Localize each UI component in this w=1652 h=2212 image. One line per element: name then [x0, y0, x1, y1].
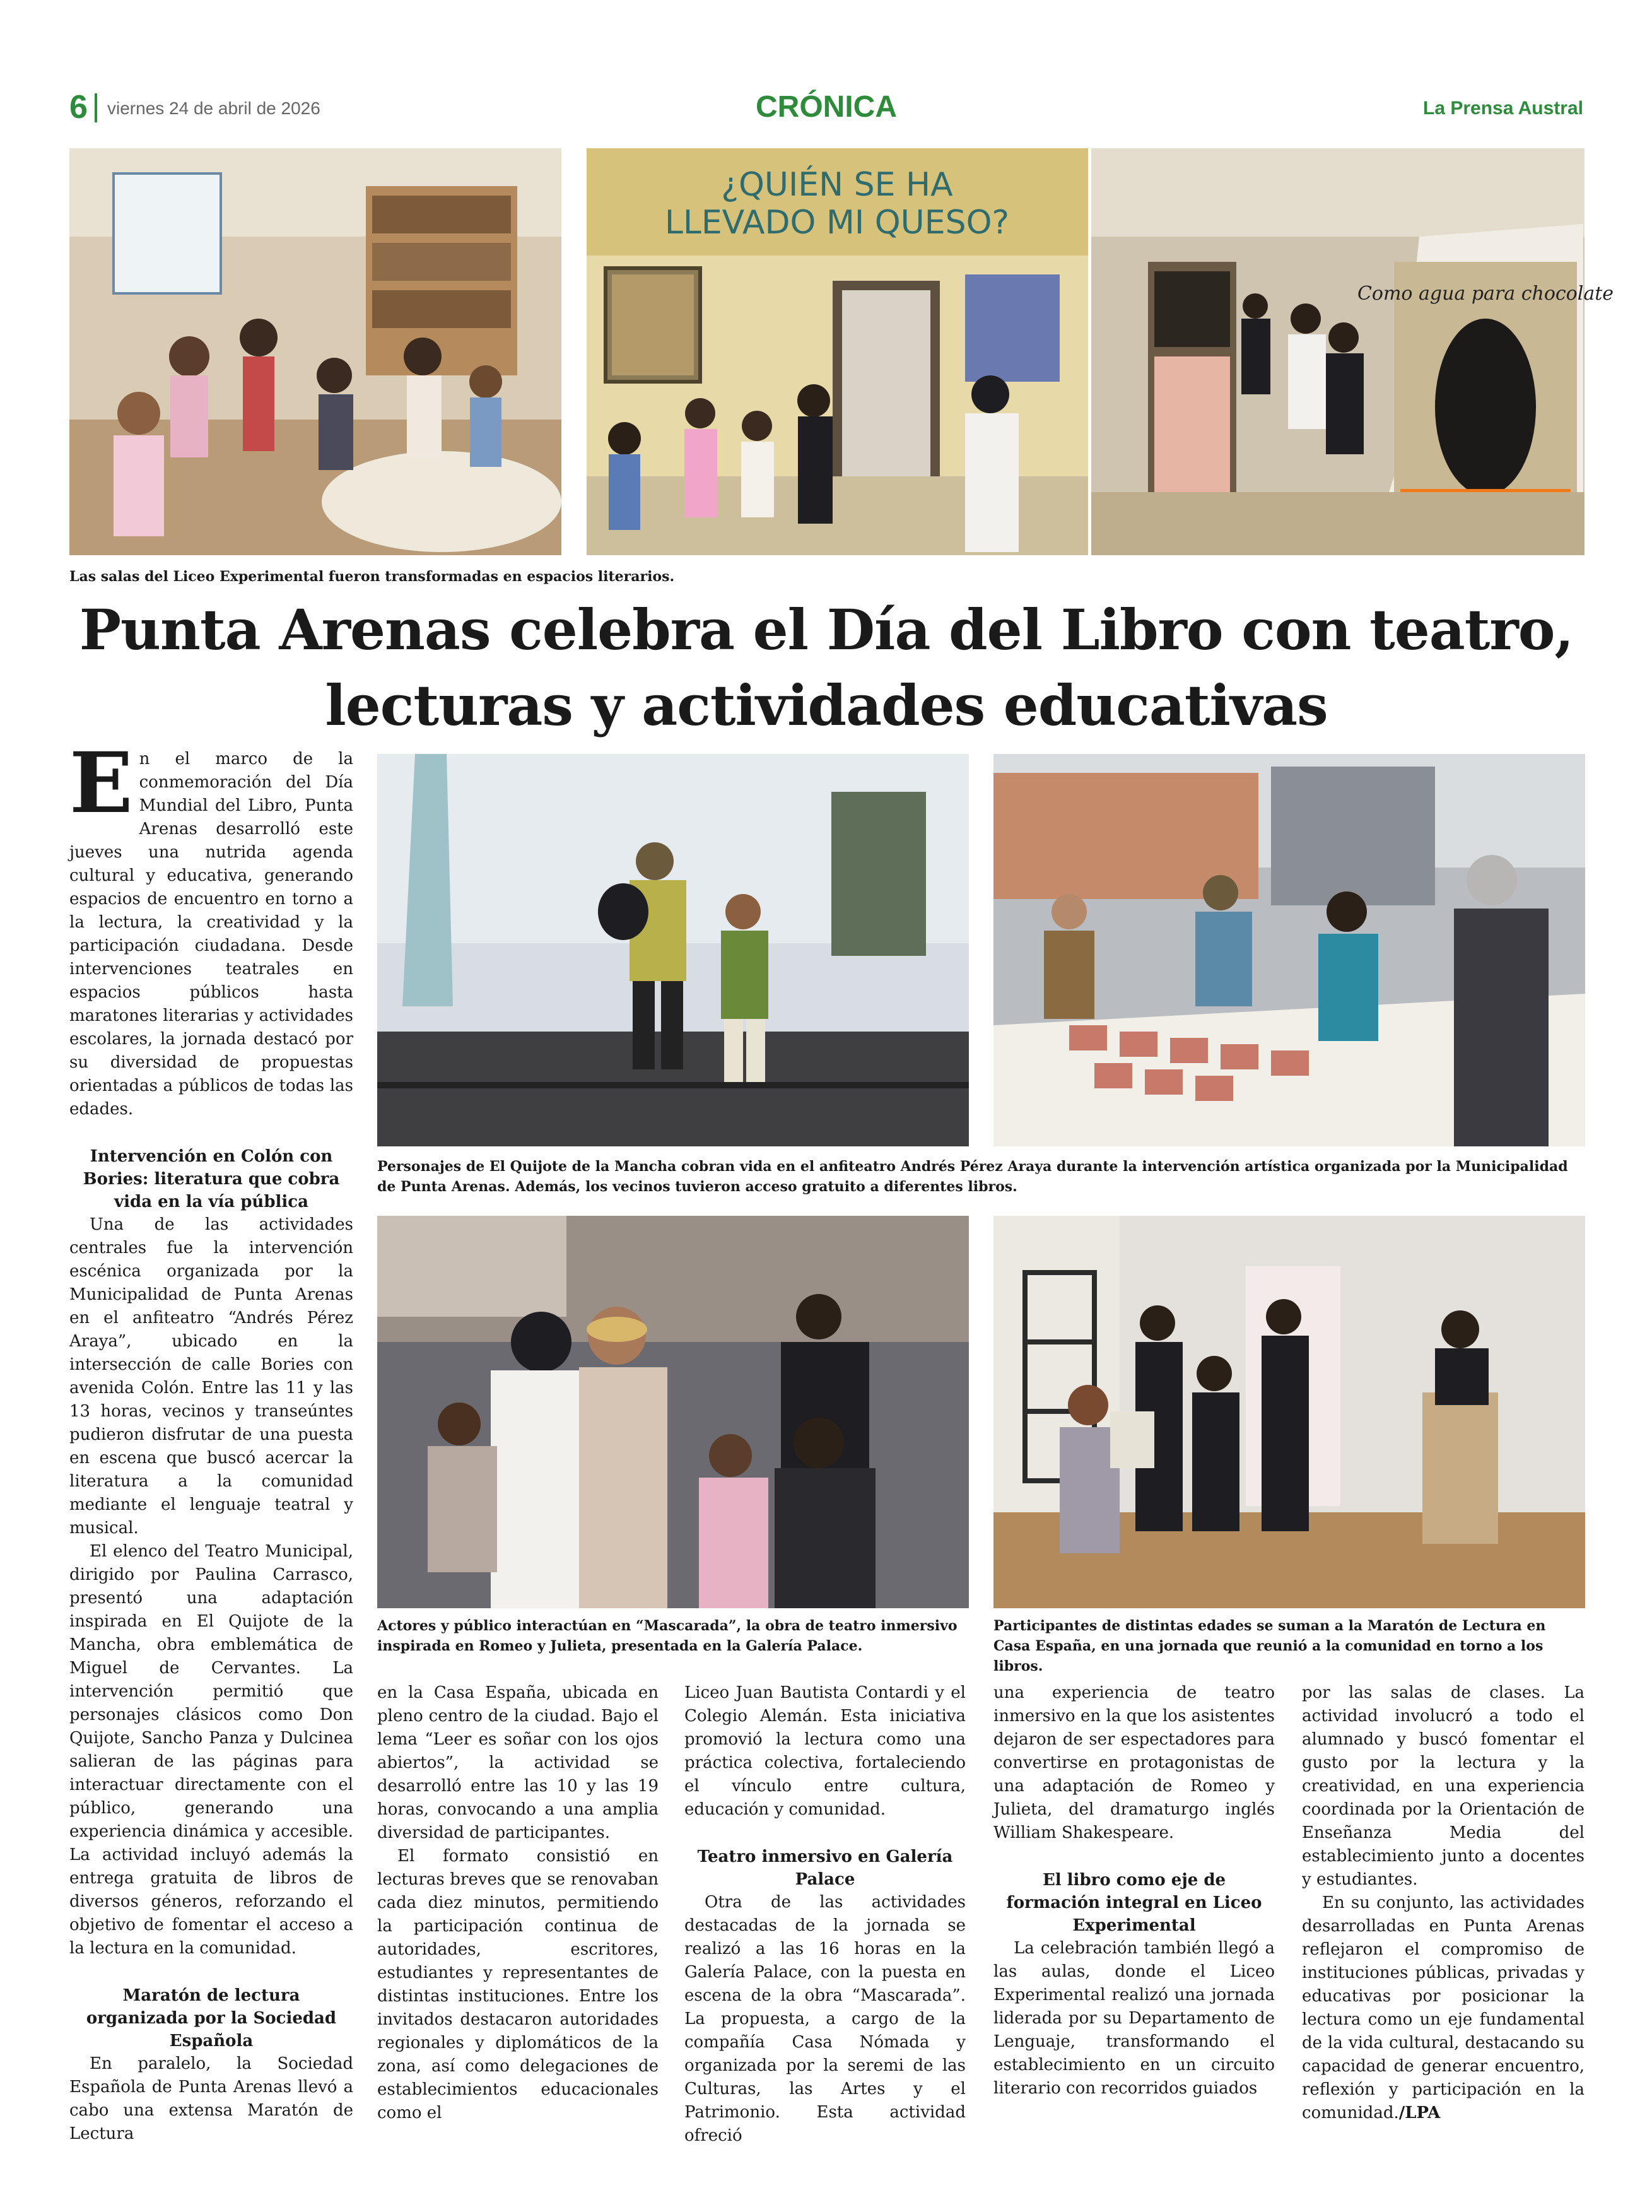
- section-title: CRÓNICA: [756, 90, 897, 124]
- paragraph-maraton-format: El formato consistió en lecturas breves que se renovaban cada diez minutos, permitiendo la participación continua de autoridades, escritores, estudiantes y representantes de distintas instituciones. Entre los invitados destacaron autoridades regionales y diplomáticos de la zona, así como delegaciones de establecimientos educacionales como el: [377, 1847, 659, 2122]
- photo-quixote-performance: [377, 754, 969, 1146]
- paragraph-liceo-experimental: La celebración también llegó a las aulas, donde el Liceo Experimental realizó una jornada liderada por su Departamento de Lenguaje, transformando el establecimiento en un circuito literario con recorridos guiados: [993, 1939, 1275, 2098]
- dropcap-letter: E: [69, 734, 133, 832]
- publication-name: La Prensa Austral: [1423, 98, 1583, 119]
- photo-maraton-lectura: [993, 1216, 1585, 1608]
- paragraph-conclusion: [1302, 1891, 1585, 2125]
- photo-book-table: [993, 754, 1585, 1146]
- article-column-3: [684, 1681, 966, 2145]
- subhead-maraton: Maratón de lectura organizada por la Sociedad Española: [86, 1986, 337, 2050]
- article-column-1: [69, 734, 353, 2143]
- paragraph-teatro-inmersivo: Otra de las actividades destacadas de la jornada se realizó a las 16 horas en la Galería Palace, con la puesta en escena de la obra “Mascarada”. La propuesta, a cargo de la compañía Casa Nómada y organizada por la seremi de las Culturas, las Artes y el Patrimonio. Esta actividad ofreció: [684, 1893, 966, 2145]
- conclusion-text: En su conjunto, las actividades desarrolladas en Punta Arenas reflejaron el compromiso de instituciones públicas, privadas y educativas por posicionar la lectura como un eje fundamental de la vida cultural, destacando su capacidad de generar encuentro, reflexión y participación en la comunidad.: [1302, 1893, 1585, 2122]
- subhead-colon-bories: Intervención en Colón con Bories: literatura que cobra vida en la vía pública: [83, 1147, 340, 1211]
- subhead-liceo-experimental: El libro como eje de formación integral en Liceo Experimental: [1006, 1871, 1262, 1935]
- article-lead: [69, 734, 353, 1121]
- quixote-photo-caption: Personajes de El Quijote de la Mancha cobran vida en el anfiteatro Andrés Pérez Araya durante la intervención artística organizada por la Municipalidad de Punta Arenas. Además, los vecinos tuvieron acceso gratuito a diferentes libros.: [377, 1158, 1568, 1195]
- paragraph-maraton-start: En paralelo, la Sociedad Española de Punta Arenas llevó a cabo una extensa Maratón de Lectura: [69, 2054, 353, 2143]
- page-header: [69, 88, 1583, 126]
- article-column-2: [377, 1681, 659, 2122]
- photo-classroom-children: [69, 148, 561, 555]
- mascarada-photo-caption: Actores y público interactúan en “Mascarada”, la obra de teatro inmersivo inspirada en Romeo y Julieta, presentada en la Galería Palace.: [377, 1618, 958, 1654]
- door-sign-text: Como agua para chocolate: [1357, 283, 1614, 305]
- paragraph-maraton-end: Liceo Juan Bautista Contardi y el Colegio Alemán. Esta iniciativa promovió la lectura como una práctica colectiva, fortaleciendo el vínculo entre cultura, educación y comunidad.: [684, 1683, 966, 1819]
- page-date: viernes 24 de abril de 2026: [107, 98, 320, 118]
- paragraph-colon-bories-1: Una de las actividades centrales fue la intervención escénica organizada por la Municipalidad de Punta Arenas en el anfiteatro “Andrés Pérez Araya”, ubicado en la intersección de calle Bories con avenida Colón. Entre las 11 y las 13 horas, vecinos y transeúntes pudieron disfrutar de una puesta en escena que buscó acercar la literatura a la comunidad mediante el lenguaje teatral y musical.: [69, 1215, 353, 1538]
- maraton-photo-caption: Participantes de distintas edades se suman a la Maratón de Lectura en Casa España, en una jornada que reunió a la comunidad en torno a los libros.: [993, 1618, 1546, 1674]
- cheese-sign-text-top: ¿QUIÉN SE HA: [721, 166, 953, 204]
- paragraph-teatro-cont: una experiencia de teatro inmersivo en la que los asistentes dejaron de ser espectadores para convertirse en protagonistas de una adaptación de Romeo y Julieta, del dramaturgo inglés William Shakespeare.: [993, 1683, 1275, 1842]
- top-photos-caption: Las salas del Liceo Experimental fueron transformadas en espacios literarios.: [69, 568, 675, 585]
- paragraph-colon-bories-2: El elenco del Teatro Municipal, dirigido por Paulina Carrasco, presentó una adaptación inspirada en El Quijote de la Mancha, obra emblemática de Miguel de Cervantes. La intervención permitió que personajes clásicos como Don Quijote, Sancho Panza y Dulcinea salieran de las páginas para interactuar directamente con el público, generando una experiencia dinámica y accesible. La actividad incluyó además la entrega gratuita de libros de diversos géneros, reforzando el objetivo de fomentar el acceso a la lectura en la comunidad.: [69, 1542, 353, 1958]
- lead-text: n el marco de la conmemoración del Día Mundial del Libro, Punta Arenas desarrolló este jueves una nutrida agenda cultural y educativa, generando espacios de encuentro en torno a la lectura, la creatividad y la participación ciudadana. Desde intervenciones teatrales en espacios públicos hasta maratones literarias y actividades escolares, la jornada destacó por su diversidad de propuestas orientadas a públicos de todas las edades.: [69, 750, 353, 1119]
- photo-classroom-cheese-sign: [587, 148, 1088, 555]
- page-number: 6: [69, 89, 88, 126]
- subhead-teatro-inmersivo: Teatro inmersivo en Galería Palace: [697, 1847, 953, 1889]
- article-headline: Punta Arenas celebra el Día del Libro con teatro, lecturas y actividades educativas: [79, 597, 1574, 738]
- article-column-5: [1302, 1681, 1585, 2122]
- paragraph-liceo-cont: por las salas de clases. La actividad involucró a todo el alumnado y buscó fomentar el gusto por la lectura y la creatividad, en una experiencia coordinada por la Orientación de Enseñanza Media del establecimiento junto a docentes y estudiantes.: [1302, 1683, 1585, 1889]
- photo-hallway-door: [1091, 148, 1614, 555]
- cheese-sign-text-bottom: LLEVADO MI QUESO?: [664, 204, 1010, 242]
- paragraph-maraton-cont: en la Casa España, ubicada en pleno centro de la ciudad. Bajo el lema “Leer es soñar con los ojos abiertos”, la actividad se desarrolló entre las 10 y las 19 horas, convocando a una amplia diversidad de participantes.: [377, 1683, 659, 1842]
- photo-mascarada-play: [377, 1216, 969, 1608]
- article-signature: /LPA: [1398, 2103, 1441, 2122]
- article-column-4: [993, 1681, 1275, 2117]
